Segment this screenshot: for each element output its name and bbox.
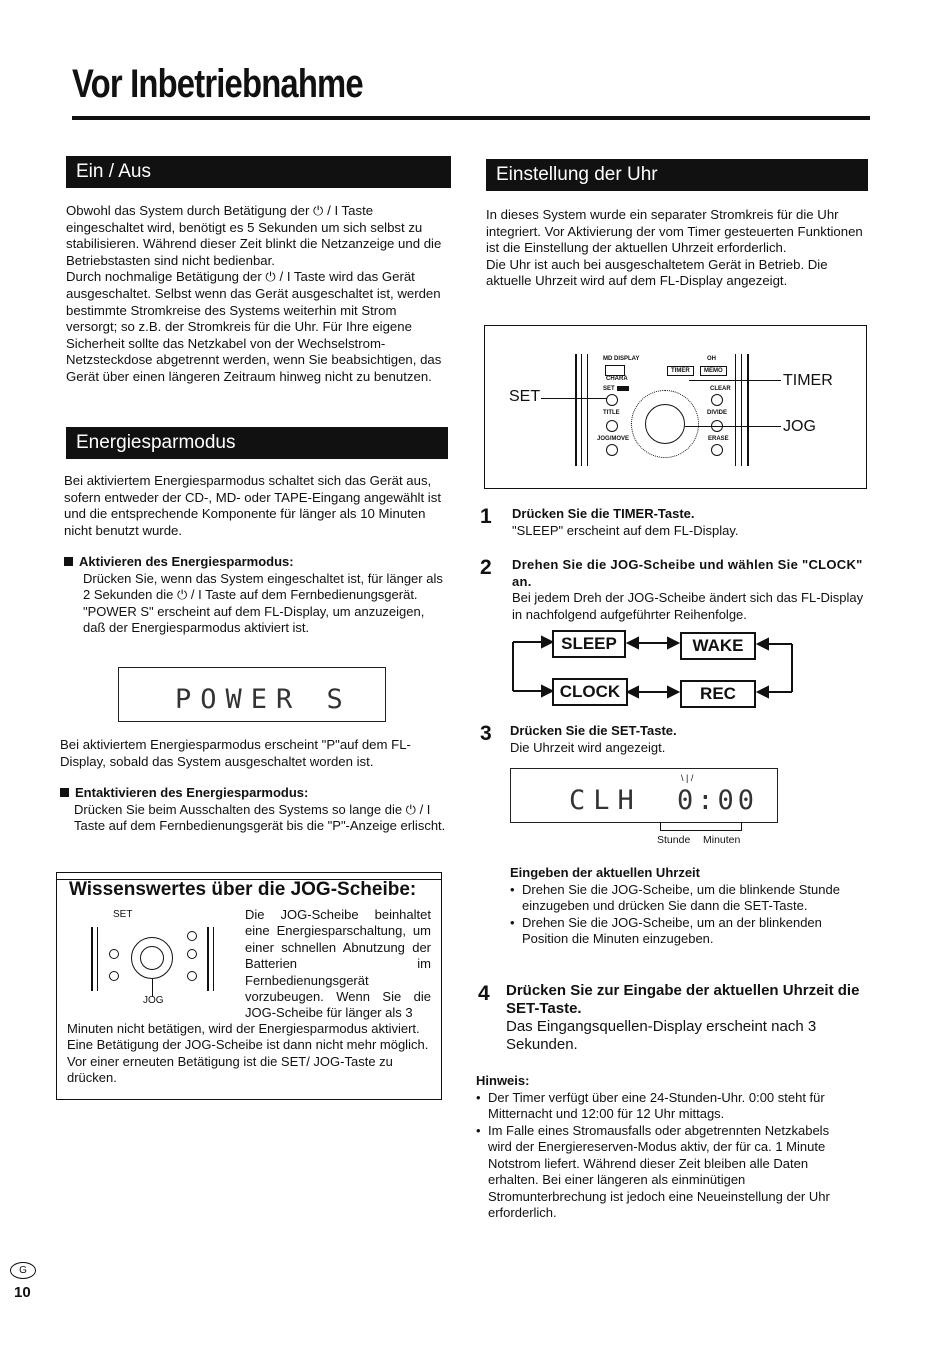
clear-button [711, 394, 723, 406]
step-text: Die Uhrzeit wird angezeigt. [510, 739, 666, 755]
title-rule [72, 116, 870, 120]
uhr-intro-paragraph: Die Uhr ist auch bei ausgeschaltetem Gerät in Betrieb. Die aktuelle Uhrzeit wird auf dem FL-Display angezeigt. [486, 256, 828, 289]
jogmove-button [606, 444, 618, 456]
mini-button [187, 931, 197, 941]
remote-frame-line [747, 354, 749, 466]
eingeben-item [510, 915, 864, 948]
mini-set-label: SET [113, 909, 133, 920]
mini-button [187, 971, 197, 981]
memo-button: MEMO [700, 366, 727, 376]
erase-button [711, 444, 723, 456]
title-button [606, 420, 618, 432]
remote-frame-line [575, 354, 577, 466]
hinweis-item-text: Der Timer verfügt über eine 24-Stunden-Uhr. 0:00 steht für Mitternacht und 12:00 für 12 Uhr mittags. [488, 1089, 825, 1121]
mini-button [109, 971, 119, 981]
language-badge: G [10, 1262, 36, 1279]
label-timer: TIMER [783, 372, 833, 389]
activate-text: Drücken Sie, wenn das System eingeschaltet ist, für länger als 2 Sekunden die ⏻ / I Taste auf dem Fernbedienungsgerät. "POWER S" erscheint auf dem FL-Display, um anzuzeigen, daß der Energiesparmodus aktiviert ist. [83, 570, 443, 635]
hinweis-item [476, 1090, 856, 1123]
hinweis-title: Hinweis: [476, 1073, 530, 1088]
bullet-dot: • [510, 881, 515, 897]
eingeben-block [510, 865, 864, 948]
blink-marks: \ | / [681, 773, 694, 783]
mini-button [187, 949, 197, 959]
deactivate-text: Drücken Sie beim Ausschalten des Systems so lange die ⏻ / I Taste auf dem Fernbedienungsgerät bis die "P"-Anzeige erlischt. [74, 801, 446, 833]
timer-pointer-line [689, 380, 781, 381]
mini-frame-line [91, 927, 93, 991]
step-title: Drehen Sie die JOG-Scheibe und wählen Sie "CLOCK" an. [512, 557, 863, 589]
label-erase: ERASE [708, 436, 729, 442]
step-2 [512, 557, 868, 623]
after-display-text: Bei aktiviertem Energiesparmodus erscheint "P"auf dem FL-Display, sobald das System ausgeschaltet worden ist. [60, 737, 411, 769]
timer-button: TIMER [667, 366, 694, 376]
step-text: "SLEEP" erscheint auf dem FL-Display. [512, 522, 739, 538]
set-indicator [617, 386, 629, 391]
set-pointer-line [541, 398, 607, 399]
label-set-small: SET [603, 386, 615, 392]
label-minuten: Minuten [703, 834, 741, 846]
cycle-clock: CLOCK [552, 678, 628, 706]
step-title: Drücken Sie die SET-Taste. [510, 723, 677, 738]
bullet-square [64, 557, 73, 566]
jog-dial [645, 404, 685, 444]
section-heading-ein-aus: Ein / Aus [66, 156, 451, 188]
power-s-display [118, 667, 386, 722]
time-bracket [660, 822, 742, 831]
jog-box-full-text: Minuten nicht betätigen, wird der Energiesparmodus aktiviert. Eine Betätigung der JOG-Scheibe ist dann nicht mehr möglich. Vor einer erneuten Betätigung ist die SET/ JOG-Taste zu drücken. [67, 1021, 429, 1086]
energie-intro: Bei aktiviertem Energiesparmodus schaltet sich das Gerät aus, sofern entweder der CD-, MD- oder TAPE-Eingang angewählt ist und die entsprechende Komponente für länger als 10 Minuten nicht benutzt wurde. [64, 473, 441, 538]
bullet-dot: • [476, 1122, 481, 1138]
power-s-display-text: POWER S [175, 684, 352, 715]
ein-aus-paragraph: Durch nochmalige Betätigung der ⏻ / I Taste wird das Gerät ausgeschaltet. Selbst wenn das Gerät ausgeschaltet ist, werden bestimmte Stromkreise des Systems weiterhin mit Strom versorgt; so z.B. der Stromkreis für die Uhr. Für Ihre eigene Sicherheit sollte das Netzkabel von der Wechselstrom-Netzsteckdose abgetrennt werden, wenn Sie beabsichtigen, das Gerät über einen längeren Zeitraum hinweg nicht zu benutzen. [66, 269, 442, 384]
remote-frame-line [735, 354, 736, 466]
hinweis-item-text: Im Falle eines Stromausfalls oder abgetrennten Netzkabels wird der Energiereserven-Modus aktiv, der für ca. 1 Minute Notstrom liefert. Während dieser Zeit bleiben alle Daten erhalten. Bei einer längeren als einminütigen Stromunterbrechung ist jedoch eine Neueinstellung der Uhr erforderlich. [488, 1122, 830, 1220]
step-4 [506, 982, 862, 1054]
eingeben-item-text: Drehen Sie die JOG-Scheibe, um an der blinkenden Position die Minuten einzugeben. [522, 914, 822, 946]
clock-display [510, 768, 778, 823]
label-jog: JOG [783, 418, 816, 435]
ein-aus-paragraph: Obwohl das System durch Betätigung der ⏻ / I Taste eingeschaltet wird, benötigt es 5 Sekunden um sich selbst zu stabilisieren. Während dieser Zeit blinkt die Netzanzeige und die Betriebstasten sind nicht bedienbar. [66, 203, 442, 268]
remote-frame-line [581, 354, 582, 466]
label-clear: CLEAR [710, 386, 731, 392]
jog-pointer-line [685, 426, 781, 427]
mini-jog-center [140, 946, 164, 970]
mini-button [109, 949, 119, 959]
remote-frame-line [741, 354, 742, 466]
mini-jog-label: JOG [143, 995, 164, 1006]
label-on: OH [707, 356, 716, 362]
mini-remote-diagram [85, 909, 235, 1007]
step-title: Drücken Sie zur Eingabe der aktuellen Uhrzeit die SET-Taste. [506, 982, 860, 1017]
mini-frame-line [213, 927, 214, 991]
label-md-display: MD DISPLAY [603, 356, 640, 362]
step-title: Drücken Sie die TIMER-Taste. [512, 506, 695, 521]
md-display-button [605, 365, 625, 376]
bullet-dot: • [510, 914, 515, 930]
uhr-intro [486, 207, 869, 290]
bullet-dot: • [476, 1089, 481, 1105]
label-divide: DIVIDE [707, 410, 728, 416]
bullet-square [60, 788, 69, 797]
jog-box-title: Wissenswertes über die JOG-Scheibe: [69, 879, 417, 900]
deactivate-block [60, 785, 450, 835]
step-number: 3 [480, 722, 492, 745]
step-number: 4 [478, 982, 490, 1005]
mini-frame-line [97, 927, 98, 991]
ein-aus-text [66, 203, 450, 386]
cycle-sleep: SLEEP [552, 630, 626, 658]
display-cycle-diagram [508, 626, 808, 712]
clock-display-left: CLH [569, 785, 642, 816]
hinweis-item [476, 1123, 856, 1222]
eingeben-title: Eingeben der aktuellen Uhrzeit [510, 865, 700, 880]
label-chara: CHARA [606, 376, 628, 382]
activate-block [64, 554, 450, 637]
cycle-rec: REC [680, 680, 756, 708]
hinweis-block [476, 1073, 856, 1222]
step-text: Bei jedem Dreh der JOG-Scheibe ändert sich das FL-Display in nachfolgend aufgeführter Reihenfolge. [512, 590, 864, 622]
uhr-intro-paragraph: In dieses System wurde ein separater Stromkreis für die Uhr integriert. Vor Aktivierung der vom Timer gesteuerten Funktionen ist die Einstellung der aktuellen Uhrzeit erforderlich. [486, 207, 863, 256]
label-stunde: Stunde [657, 834, 691, 846]
page-number: 10 [14, 1284, 31, 1301]
clock-display-time: 0:00 [677, 785, 759, 816]
label-jogmove: JOG/MOVE [597, 436, 630, 442]
step-3 [510, 723, 866, 756]
label-set: SET [509, 388, 541, 405]
section-heading-energiesparmodus: Energiesparmodus [66, 427, 448, 459]
jog-box-side-text: Die JOG-Scheibe beinhaltet eine Energiesparschaltung, um einer schnellen Abnutzung der Batterien im Fernbedienungsgerät vorzubeugen. Wenn Sie die JOG-Scheibe für länger als 3 [245, 907, 431, 1021]
cycle-wake: WAKE [680, 632, 756, 660]
page-title: Vor Inbetriebnahme [72, 62, 363, 106]
step-number: 1 [480, 505, 492, 528]
set-button [606, 394, 618, 406]
remote-frame-line [587, 354, 588, 466]
eingeben-item-text: Drehen Sie die JOG-Scheibe, um die blinkende Stunde einzugeben und drücken Sie dann die SET-Taste. [522, 881, 840, 913]
step-text: Das Eingangsquellen-Display erscheint nach 3 Sekunden. [506, 1018, 817, 1053]
section-heading-uhr: Einstellung der Uhr [486, 159, 868, 191]
step-number: 2 [480, 556, 492, 579]
label-title: TITLE [603, 410, 620, 416]
eingeben-item [510, 882, 864, 915]
deactivate-title: Entaktivieren des Energiesparmodus: [75, 785, 309, 800]
mini-frame-line [207, 927, 209, 991]
activate-title: Aktivieren des Energiesparmodus: [79, 554, 294, 569]
step-1 [512, 506, 868, 539]
jog-info-box [56, 872, 442, 1100]
remote-diagram [484, 325, 867, 489]
cycle-arrows [508, 626, 808, 712]
